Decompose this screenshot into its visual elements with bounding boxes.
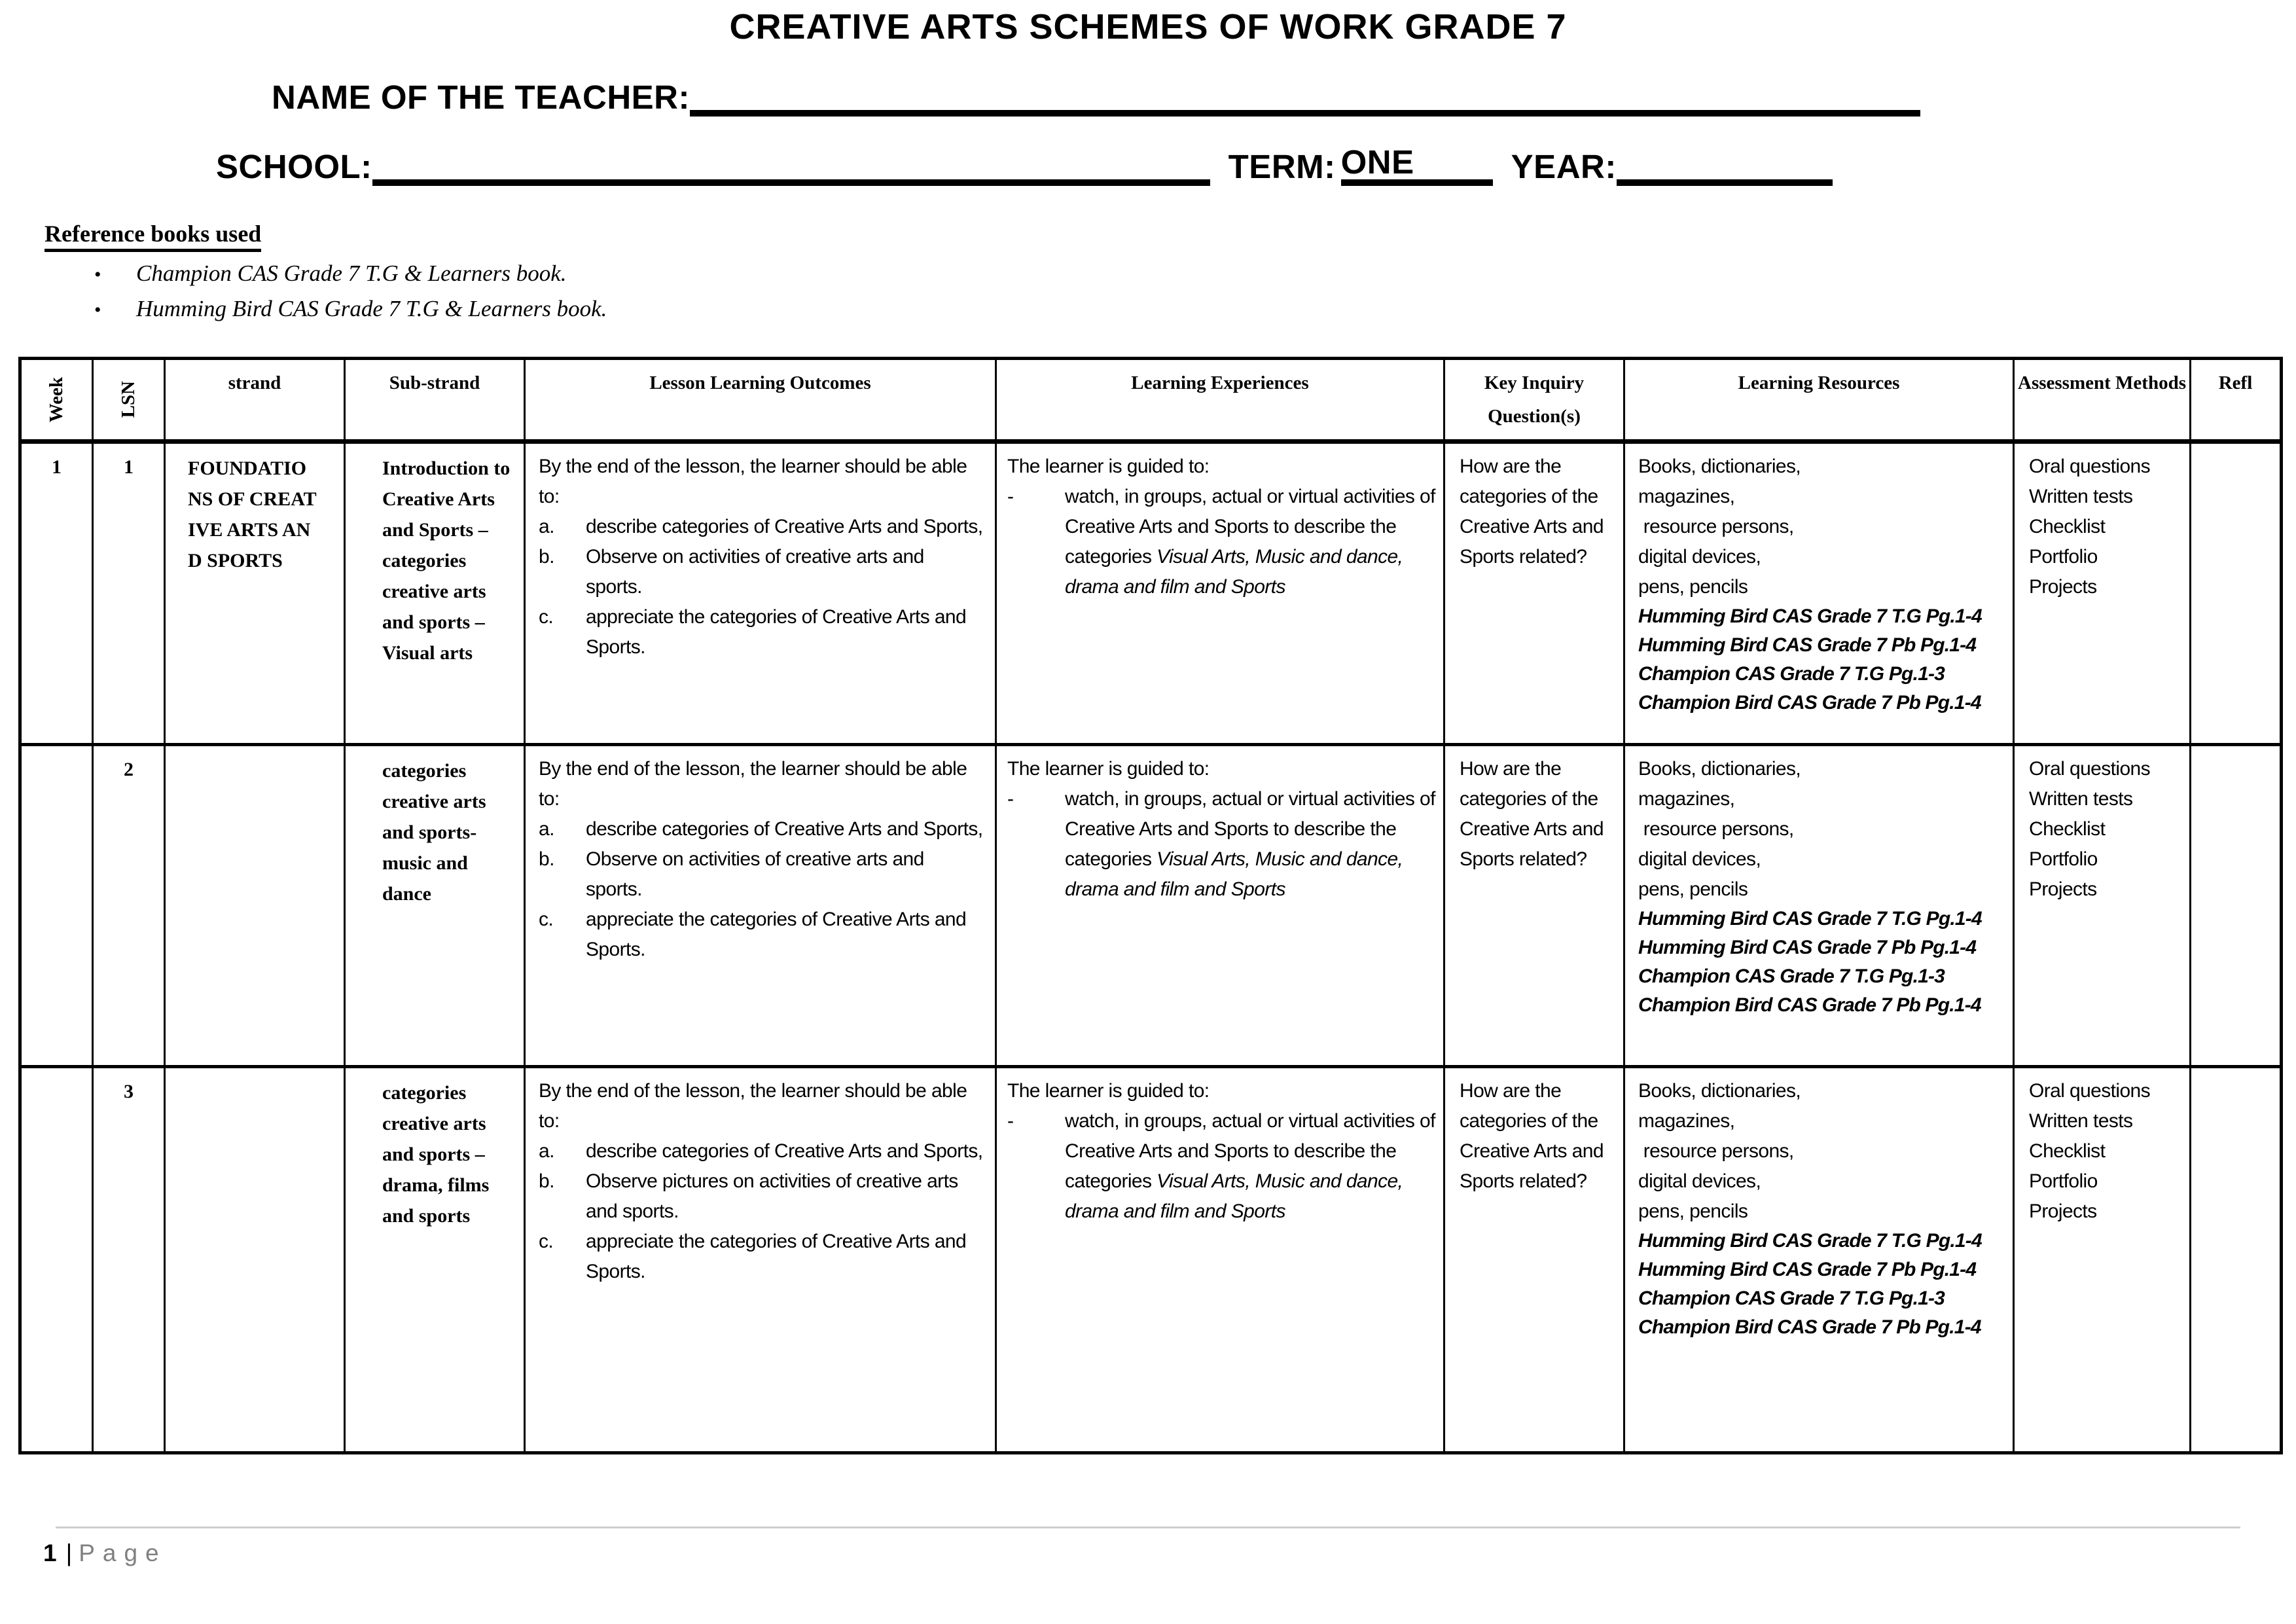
resources-cell bbox=[1625, 1068, 2015, 1451]
week-cell bbox=[22, 746, 94, 1068]
outcome-text: Observe on activities of creative arts and sports. bbox=[586, 848, 924, 900]
resource-reference: Champion Bird CAS Grade 7 Pb Pg.1-4 bbox=[1638, 1316, 1981, 1338]
assessment-cell bbox=[2015, 444, 2191, 746]
resource-line: Books, dictionaries, bbox=[1638, 456, 1801, 477]
column-header-lsn-label: LSN bbox=[118, 381, 139, 418]
school-line bbox=[216, 143, 1833, 186]
resource-reference: Champion CAS Grade 7 T.G Pg.1-3 bbox=[1638, 1288, 1945, 1309]
teacher-line bbox=[272, 73, 1920, 117]
page-title: CREATIVE ARTS SCHEMES OF WORK GRADE 7 bbox=[729, 7, 1567, 46]
outcomes-intro: By the end of the lesson, the learner should be able to: bbox=[539, 1080, 967, 1132]
resource-line: digital devices, bbox=[1638, 546, 1761, 568]
experience-text-normal: watch, in groups, actual or virtual activities of Creative Arts and Sports to describe the categories bbox=[1065, 788, 1435, 870]
experience-text bbox=[1065, 1106, 1435, 1227]
substrand-cell: Introduction to Creative Arts and Sports – categories creative arts and sports – Visual arts bbox=[346, 444, 526, 746]
resource-reference: Champion CAS Grade 7 T.G Pg.1-3 bbox=[1638, 663, 1945, 685]
year-blank-line bbox=[1617, 143, 1833, 186]
outcome-text: appreciate the categories of Creative Arts and Sports. bbox=[586, 909, 967, 960]
resources-cell bbox=[1625, 746, 2015, 1068]
dash-bullet-icon: - bbox=[1007, 486, 1014, 507]
strand-cell bbox=[166, 1068, 346, 1451]
bullet-icon: • bbox=[94, 264, 101, 285]
inquiry-cell: How are the categories of the Creative Arts and Sports related? bbox=[1445, 746, 1625, 1068]
outcome-label: a. bbox=[539, 1140, 554, 1162]
teacher-label: NAME OF THE TEACHER: bbox=[272, 79, 690, 116]
lsn-cell: 3 bbox=[94, 1068, 166, 1451]
assessment-line: Checklist bbox=[2029, 1140, 2106, 1162]
year-label: YEAR: bbox=[1511, 148, 1617, 185]
schemes-table bbox=[18, 357, 2283, 1454]
substrand-cell: categories creative arts and sports – drama, films and sports bbox=[346, 1068, 526, 1451]
outcomes-cell bbox=[526, 444, 997, 746]
outcome-label: c. bbox=[539, 1231, 554, 1252]
column-header-week bbox=[22, 360, 94, 444]
resource-line: digital devices, bbox=[1638, 1170, 1761, 1192]
lsn-cell: 2 bbox=[94, 746, 166, 1068]
resource-line: magazines, bbox=[1638, 486, 1735, 507]
assessment-line: Oral questions bbox=[2029, 1080, 2151, 1102]
experiences-cell bbox=[997, 1068, 1445, 1451]
outcome-item bbox=[539, 542, 983, 602]
assessment-line: Written tests bbox=[2029, 788, 2133, 810]
resource-line: magazines, bbox=[1638, 788, 1735, 810]
assessment-line: Checklist bbox=[2029, 818, 2106, 840]
week-cell: 1 bbox=[22, 444, 94, 746]
resources-cell bbox=[1625, 444, 2015, 746]
outcome-label: a. bbox=[539, 818, 554, 840]
column-header-inquiry: Key Inquiry Question(s) bbox=[1445, 360, 1625, 444]
column-header-strand: strand bbox=[166, 360, 346, 444]
resource-line: Books, dictionaries, bbox=[1638, 758, 1801, 780]
resource-line: Books, dictionaries, bbox=[1638, 1080, 1801, 1102]
outcome-label: b. bbox=[539, 546, 554, 568]
assessment-cell bbox=[2015, 1068, 2191, 1451]
assessment-line: Portfolio bbox=[2029, 546, 2098, 568]
lsn-cell: 1 bbox=[94, 444, 166, 746]
resource-reference: Humming Bird CAS Grade 7 Pb Pg.1-4 bbox=[1638, 1259, 1977, 1280]
column-header-assessment: Assessment Methods bbox=[2015, 360, 2191, 444]
experiences-cell bbox=[997, 444, 1445, 746]
column-header-refl: Refl bbox=[2191, 360, 2280, 444]
experiences-intro: The learner is guided to: bbox=[1007, 758, 1210, 780]
experiences-intro: The learner is guided to: bbox=[1007, 456, 1210, 477]
experience-text-italic: Visual Arts, Music and dance, drama and film and Sports bbox=[1065, 1170, 1403, 1222]
assessment-line: Projects bbox=[2029, 576, 2097, 598]
bullet-icon: • bbox=[94, 299, 101, 321]
resource-reference: Humming Bird CAS Grade 7 T.G Pg.1-4 bbox=[1638, 1230, 1982, 1252]
assessment-line: Oral questions bbox=[2029, 456, 2151, 477]
experience-text-italic: Visual Arts, Music and dance, drama and film and Sports bbox=[1065, 848, 1403, 900]
resource-reference: Humming Bird CAS Grade 7 T.G Pg.1-4 bbox=[1638, 908, 1982, 929]
resource-reference: Humming Bird CAS Grade 7 T.G Pg.1-4 bbox=[1638, 605, 1982, 627]
outcome-item bbox=[539, 1227, 983, 1287]
footer-separator: | bbox=[65, 1540, 73, 1566]
outcome-text: Observe on activities of creative arts and sports. bbox=[586, 546, 924, 598]
experience-text-normal: watch, in groups, actual or virtual activities of Creative Arts and Sports to describe the categories bbox=[1065, 1110, 1435, 1192]
substrand-cell: categories creative arts and sports- music and dance bbox=[346, 746, 526, 1068]
experience-item bbox=[1007, 482, 1435, 602]
resource-reference: Champion CAS Grade 7 T.G Pg.1-3 bbox=[1638, 965, 1945, 987]
experience-item bbox=[1007, 784, 1435, 905]
strand-cell: FOUNDATIONS OF CREATIVE ARTS AND SPORTS bbox=[166, 444, 346, 746]
assessment-line: Portfolio bbox=[2029, 1170, 2098, 1192]
outcomes-cell bbox=[526, 1068, 997, 1451]
refl-cell bbox=[2191, 444, 2280, 746]
assessment-line: Checklist bbox=[2029, 516, 2106, 537]
outcomes-intro: By the end of the lesson, the learner should be able to: bbox=[539, 456, 967, 507]
outcome-label: c. bbox=[539, 909, 554, 930]
outcome-label: b. bbox=[539, 848, 554, 870]
outcome-item bbox=[539, 512, 983, 542]
assessment-line: Projects bbox=[2029, 1200, 2097, 1222]
footer-divider bbox=[56, 1526, 2240, 1528]
outcome-label: c. bbox=[539, 606, 554, 628]
resource-line: resource persons, bbox=[1638, 818, 1794, 840]
resource-reference: Champion Bird CAS Grade 7 Pb Pg.1-4 bbox=[1638, 692, 1981, 713]
inquiry-cell: How are the categories of the Creative Arts and Sports related? bbox=[1445, 444, 1625, 746]
column-header-resources: Learning Resources bbox=[1625, 360, 2015, 444]
refl-cell bbox=[2191, 1068, 2280, 1451]
reference-item-text: Champion CAS Grade 7 T.G & Learners book. bbox=[136, 261, 567, 286]
resource-reference: Humming Bird CAS Grade 7 Pb Pg.1-4 bbox=[1638, 937, 1977, 958]
outcome-text: Observe pictures on activities of creative arts and sports. bbox=[586, 1170, 958, 1222]
outcome-item bbox=[539, 844, 983, 905]
resource-line: digital devices, bbox=[1638, 848, 1761, 870]
outcome-item bbox=[539, 602, 983, 662]
page-footer bbox=[43, 1540, 167, 1567]
resource-line: pens, pencils bbox=[1638, 1200, 1748, 1222]
column-header-week-label: Week bbox=[46, 376, 67, 423]
experience-item bbox=[1007, 1106, 1435, 1227]
reference-item bbox=[92, 292, 607, 327]
experiences-cell bbox=[997, 746, 1445, 1068]
week-cell bbox=[22, 1068, 94, 1451]
resource-reference: Humming Bird CAS Grade 7 Pb Pg.1-4 bbox=[1638, 634, 1977, 656]
experience-text bbox=[1065, 482, 1435, 602]
refl-cell bbox=[2191, 746, 2280, 1068]
resource-line: pens, pencils bbox=[1638, 576, 1748, 598]
experience-text-italic: Visual Arts, Music and dance, drama and film and Sports bbox=[1065, 546, 1403, 598]
outcome-item bbox=[539, 905, 983, 965]
footer-page-word: Page bbox=[79, 1540, 167, 1566]
assessment-line: Written tests bbox=[2029, 486, 2133, 507]
outcome-text: describe categories of Creative Arts and Sports, bbox=[586, 1140, 983, 1162]
outcome-text: appreciate the categories of Creative Arts and Sports. bbox=[586, 606, 967, 658]
outcome-item bbox=[539, 1136, 983, 1166]
column-header-experiences: Learning Experiences bbox=[997, 360, 1445, 444]
term-label: TERM: bbox=[1228, 148, 1336, 185]
assessment-line: Written tests bbox=[2029, 1110, 2133, 1132]
outcome-text: describe categories of Creative Arts and Sports, bbox=[586, 818, 983, 840]
reference-item bbox=[92, 257, 607, 292]
dash-bullet-icon: - bbox=[1007, 1110, 1014, 1132]
outcome-item bbox=[539, 1166, 983, 1227]
inquiry-cell: How are the categories of the Creative Arts and Sports related? bbox=[1445, 1068, 1625, 1451]
outcomes-intro: By the end of the lesson, the learner should be able to: bbox=[539, 758, 967, 810]
outcome-text: appreciate the categories of Creative Arts and Sports. bbox=[586, 1231, 967, 1282]
resource-line: resource persons, bbox=[1638, 1140, 1794, 1162]
assessment-line: Portfolio bbox=[2029, 848, 2098, 870]
footer-page-number: 1 bbox=[43, 1540, 57, 1566]
experiences-intro: The learner is guided to: bbox=[1007, 1080, 1210, 1102]
column-header-outcomes: Lesson Learning Outcomes bbox=[526, 360, 997, 444]
column-header-lsn bbox=[94, 360, 166, 444]
assessment-line: Oral questions bbox=[2029, 758, 2151, 780]
outcomes-cell bbox=[526, 746, 997, 1068]
resource-reference: Champion Bird CAS Grade 7 Pb Pg.1-4 bbox=[1638, 994, 1981, 1016]
teacher-blank-line bbox=[690, 73, 1920, 117]
outcome-item bbox=[539, 814, 983, 844]
school-label: SCHOOL: bbox=[216, 148, 372, 185]
outcome-text: describe categories of Creative Arts and Sports, bbox=[586, 516, 983, 537]
resource-line: magazines, bbox=[1638, 1110, 1735, 1132]
resource-line: pens, pencils bbox=[1638, 878, 1748, 900]
references-list bbox=[92, 257, 607, 327]
school-blank-line bbox=[372, 143, 1210, 186]
experience-text bbox=[1065, 784, 1435, 905]
resource-line: resource persons, bbox=[1638, 516, 1794, 537]
strand-cell bbox=[166, 746, 346, 1068]
references-heading: Reference books used bbox=[45, 220, 261, 252]
dash-bullet-icon: - bbox=[1007, 788, 1014, 810]
reference-item-text: Humming Bird CAS Grade 7 T.G & Learners book. bbox=[136, 296, 607, 321]
term-blank-line bbox=[1341, 143, 1493, 186]
assessment-cell bbox=[2015, 746, 2191, 1068]
outcome-label: b. bbox=[539, 1170, 554, 1192]
term-value: ONE bbox=[1340, 143, 1414, 181]
assessment-line: Projects bbox=[2029, 878, 2097, 900]
experience-text-normal: watch, in groups, actual or virtual activities of Creative Arts and Sports to describe the categories bbox=[1065, 486, 1435, 568]
outcome-label: a. bbox=[539, 516, 554, 537]
column-header-sub-strand: Sub-strand bbox=[346, 360, 526, 444]
